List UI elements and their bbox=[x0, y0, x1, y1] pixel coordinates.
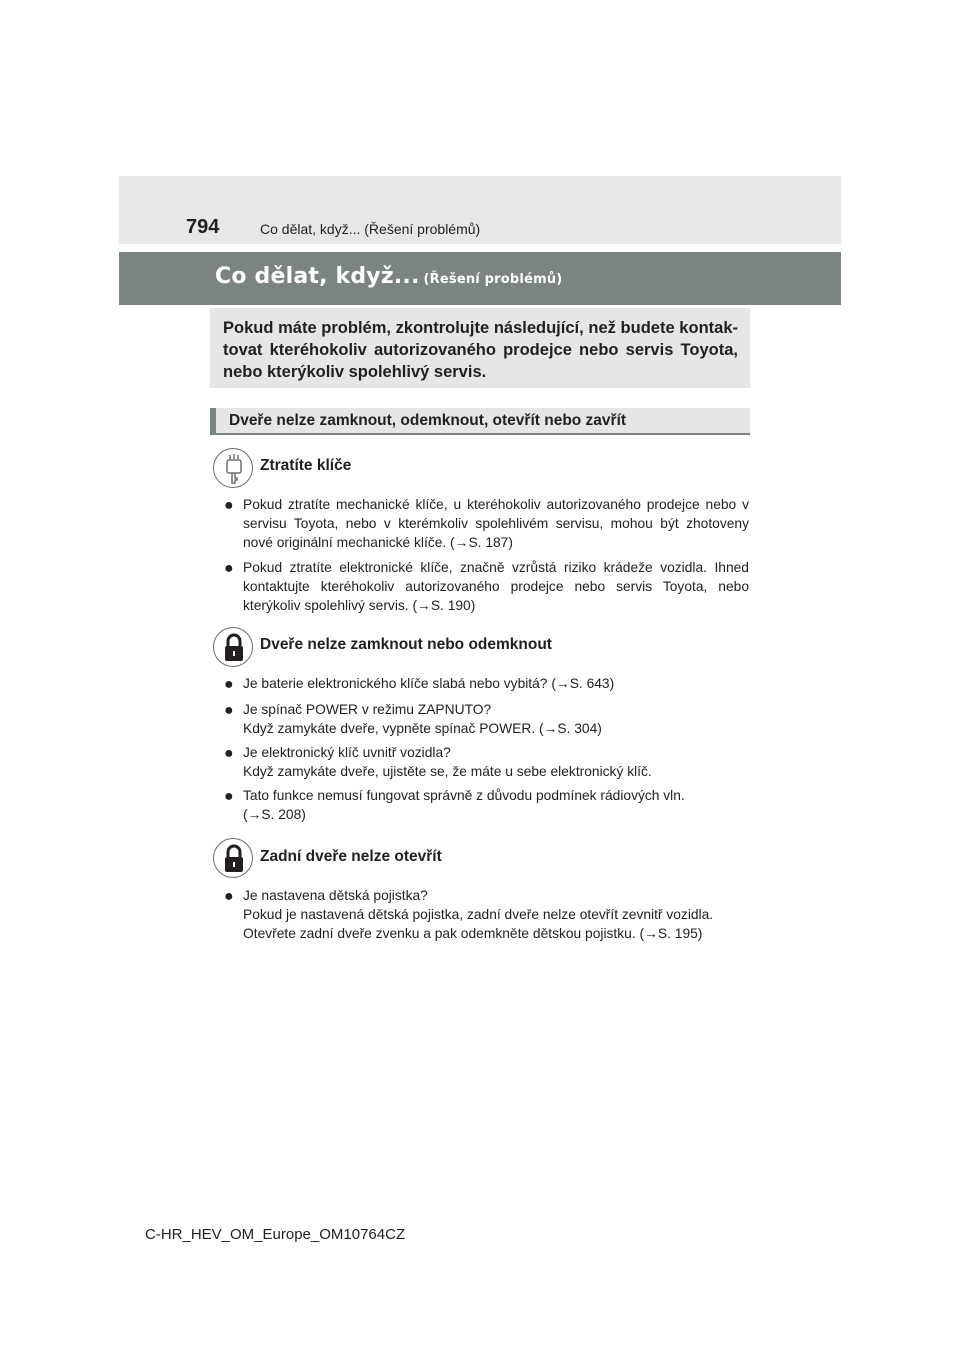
bullet-glyph: ● bbox=[224, 745, 234, 762]
bullet-glyph: ● bbox=[224, 676, 234, 693]
bullet-line: Je elektronický klíč uvnitř vozidla? bbox=[243, 745, 451, 760]
bullet-text bbox=[243, 786, 749, 824]
lock-icon bbox=[213, 627, 253, 667]
bullet-line: Tato funkce nemusí fungovat správně z důvodu podmínek rádiových vln. bbox=[243, 788, 685, 803]
bullet-text: Pokud ztratíte elektronické klíče, značně vzrůstá riziko krádeže vozidla. Ihned kontaktujte kteréhokoliv autorizovaného prodejce nebo servis Toyota, nebo kterýkoliv spolehlivý servis. (→S. 190) bbox=[243, 560, 749, 613]
bullet-text bbox=[243, 743, 749, 781]
subsection-heading-lost-keys: Ztratíte klíče bbox=[260, 457, 352, 474]
bullet-glyph: ● bbox=[224, 560, 234, 577]
page-title bbox=[215, 264, 562, 289]
section-heading: Dveře nelze zamknout, odemknout, otevřít nebo zavřít bbox=[229, 412, 627, 429]
section-heading-bar bbox=[210, 408, 750, 435]
bullet-glyph: ● bbox=[224, 702, 234, 719]
document-code: C-HR_HEV_OM_Europe_OM10764CZ bbox=[145, 1226, 406, 1243]
lock-icon bbox=[213, 838, 253, 878]
running-head: Co dělat, když... (Řešení problémů) bbox=[260, 221, 481, 237]
bullet-line: Je spínač POWER v režimu ZAPNUTO? bbox=[243, 702, 492, 717]
page-number: 794 bbox=[186, 216, 220, 238]
bullet-line: (→S. 208) bbox=[243, 807, 306, 822]
bullet-text bbox=[243, 700, 749, 738]
subsection-heading-lock: Dveře nelze zamknout nebo odemknout bbox=[260, 636, 552, 653]
bullet-line: Je nastavena dětská pojistka? bbox=[243, 888, 428, 903]
page-title-sub: (Řešení problémů) bbox=[423, 272, 563, 287]
bullet-line: Když zamykáte dveře, ujistěte se, že máte u sebe elektronický klíč. bbox=[243, 764, 652, 779]
subsection-heading-rear-door: Zadní dveře nelze otevřít bbox=[260, 848, 442, 865]
key-icon bbox=[213, 448, 253, 488]
page-title-main: Co dělat, když... bbox=[215, 264, 420, 289]
bullet-glyph: ● bbox=[224, 788, 234, 805]
bullet-line: Když zamykáte dveře, vypněte spínač POWER. (→S. 304) bbox=[243, 721, 602, 736]
bullet-text: Pokud ztratíte mechanické klíče, u kteréhokoliv autorizovaného prodejce nebo v servisu Toyota, nebo v kterémkoliv spolehlivém servisu, mohou být zhotoveny nové originální mechanické klíče. (→S. 187) bbox=[243, 497, 749, 550]
bullet-line: Otevřete zadní dveře zvenku a pak odemkněte dětskou pojistku. (→S. 195) bbox=[243, 926, 703, 941]
bullet-glyph: ● bbox=[224, 888, 234, 905]
intro-box: Pokud máte problém, zkontrolujte následující, než budete kontaktovat kteréhokoliv autorizovaného prodejce nebo servis Toyota, nebo kterýkoliv spolehlivý servis. bbox=[210, 308, 750, 388]
bullet-line: Pokud je nastavená dětská pojistka, zadní dveře nelze otevřít zevnitř vozidla. bbox=[243, 907, 714, 922]
bullet-text bbox=[243, 886, 749, 943]
bullet-text bbox=[243, 674, 749, 693]
bullet-line: Je baterie elektronického klíče slabá nebo vybitá? (→S. 643) bbox=[243, 676, 615, 691]
bullet-glyph: ● bbox=[224, 497, 234, 514]
